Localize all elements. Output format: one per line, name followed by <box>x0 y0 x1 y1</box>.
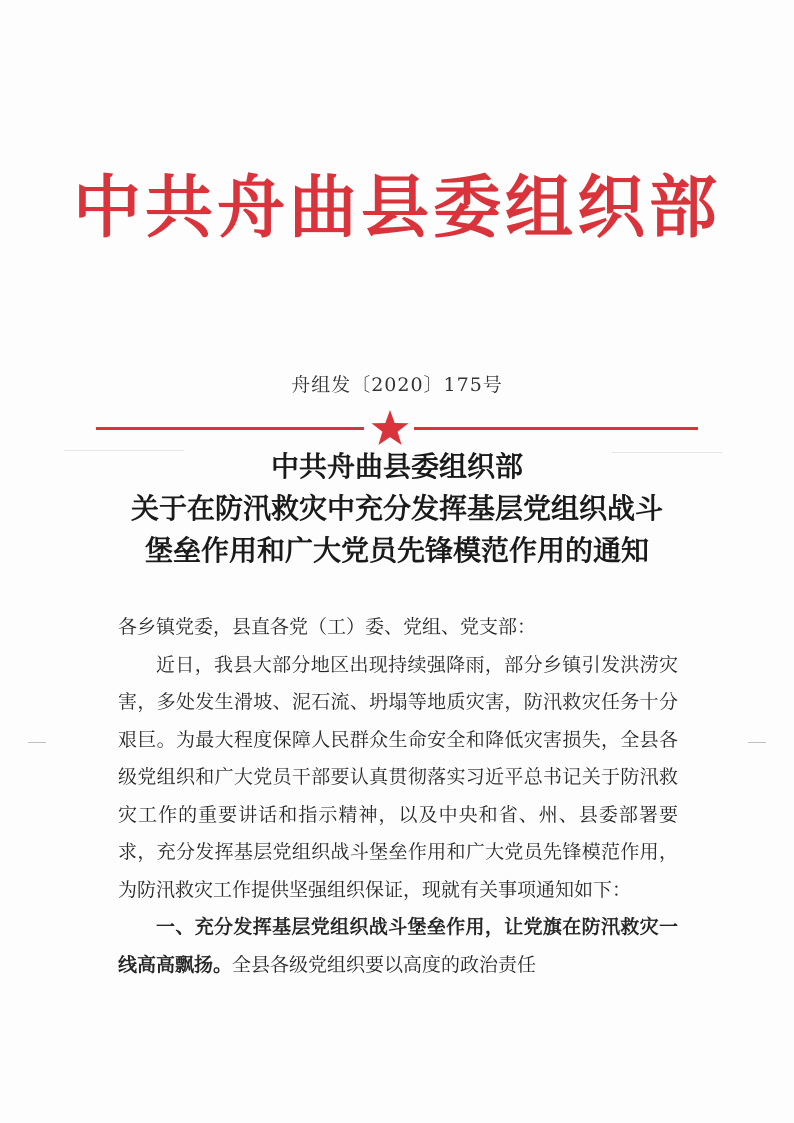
red-star-icon <box>370 409 410 447</box>
salutation: 各乡镇党委，县直各党（工）委、党组、党支部： <box>118 616 537 638</box>
title-line-3: 堡垒作用和广大党员先锋模范作用的通知 <box>144 534 649 567</box>
org-masthead: 中共舟曲县委组织部 <box>72 168 721 248</box>
scan-speck <box>64 450 184 451</box>
section-1-heading: 一、充分发挥基层党组织战斗堡垒作用，让党旗在防汛救灾一线高高飘扬。 <box>118 916 678 976</box>
paragraph-intro: 近日，我县大部分地区出现持续强降雨，部分乡镇引发洪涝灾害，多处发生滑坡、泥石流、坍塌等地质灾害，防汛救灾任务十分艰巨。为最大程度保障人民群众生命安全和降低灾害损失，全县各级党组织和广大党员干部要认真贯彻落实习近平总书记关于防汛救灾工作的重要讲话和指示精神，以及中央和省、州、县委部署要求，充分发挥基层党组织战斗堡垒作用和广大党员先锋模范作用，为防汛救灾工作提供坚强组织保证，现就有关事项通知如下： <box>118 653 678 901</box>
scan-speck <box>28 742 46 743</box>
scan-speck <box>748 742 766 743</box>
document-number: 舟组发〔2020〕175号 <box>291 374 503 396</box>
notice-title <box>0 446 794 572</box>
notice-body <box>118 609 678 984</box>
section-1-text: 全县各级党组织要以高度的政治责任 <box>232 953 537 976</box>
red-rule-left <box>96 427 364 430</box>
red-rule-right <box>414 427 698 430</box>
title-line-1: 中共舟曲县委组织部 <box>270 450 523 483</box>
scan-speck <box>612 452 722 453</box>
section-1 <box>118 909 678 984</box>
title-line-2: 关于在防汛救灾中充分发挥基层党组织战斗 <box>130 492 663 525</box>
